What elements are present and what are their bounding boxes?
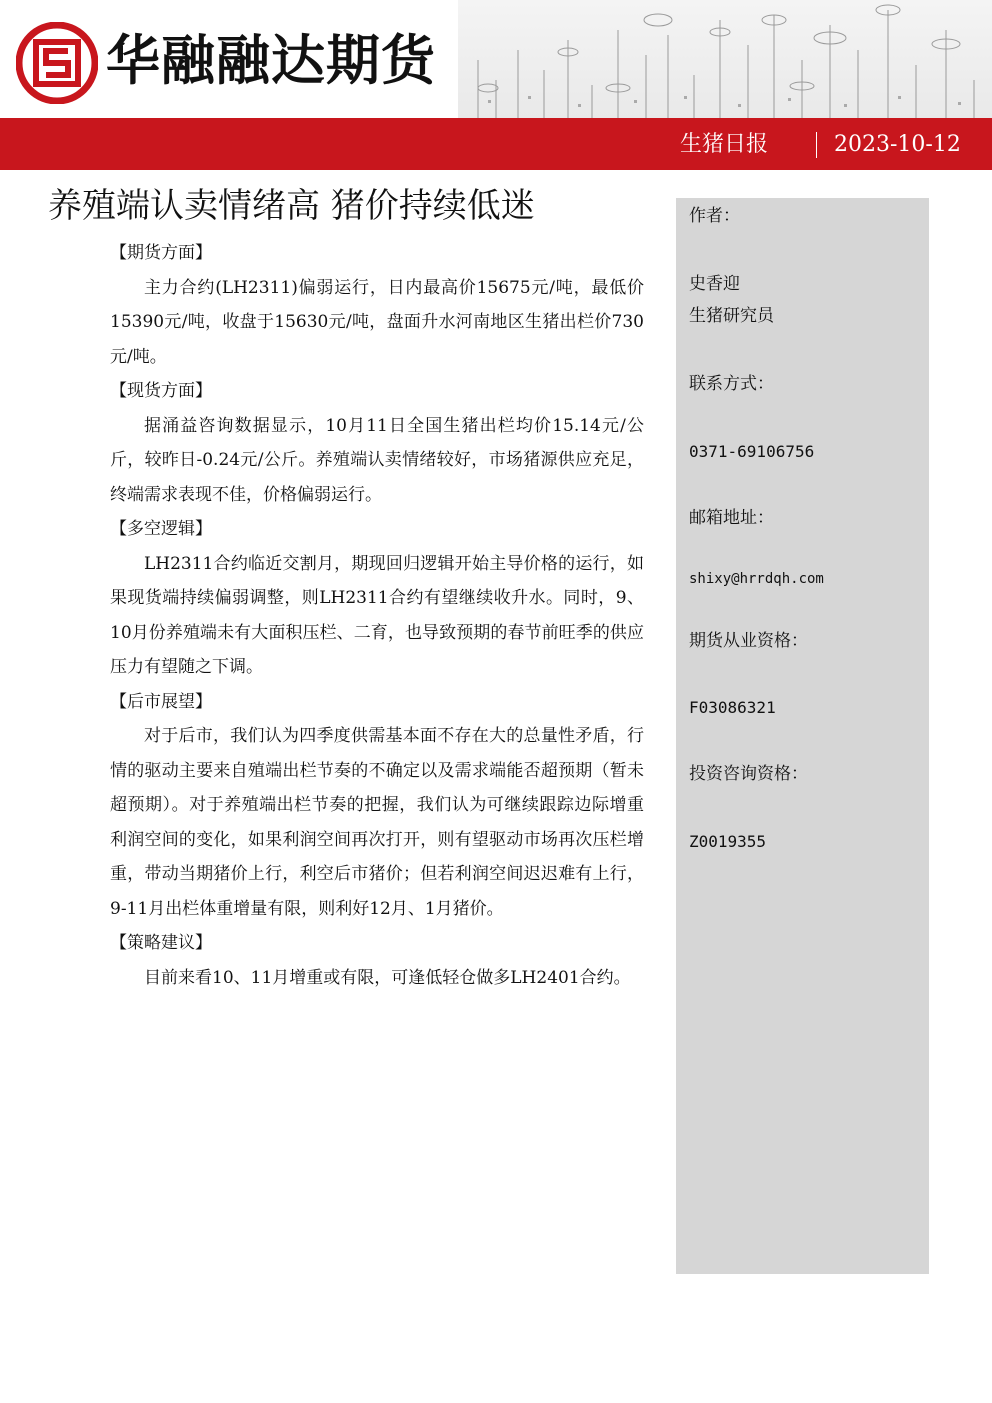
email-link[interactable]: shixy@hrrdqh.com: [689, 571, 824, 587]
section-paragraph: 主力合约(LH2311)偏弱运行，日内最高价15675元/吨，最低价15390元/吨，收盘于15630元/吨，盘面升水河南地区生猪出栏价730元/吨。: [110, 277, 644, 367]
author-sidebar: [676, 198, 929, 1274]
section-futures: [110, 236, 644, 374]
report-date: 2023-10-12: [834, 132, 961, 157]
section-heading: 【现货方面】: [110, 381, 212, 401]
page-title: 养殖端认卖情绪高 猪价持续低迷: [48, 186, 535, 226]
report-type: 生猪日报: [680, 132, 769, 157]
header-divider: [816, 132, 817, 158]
email-label: 邮箱地址：: [689, 508, 774, 528]
header-decoration: [458, 0, 992, 118]
author-title: 生猪研究员: [689, 306, 774, 326]
section-heading: 【期货方面】: [110, 243, 212, 263]
contact-label: 联系方式：: [689, 374, 774, 394]
phone-number: 0371-69106756: [689, 442, 815, 461]
author-name: 史香迎: [689, 274, 740, 294]
section-logic: [110, 512, 644, 685]
section-heading: 【策略建议】: [110, 933, 212, 953]
invest-qual-label: 投资咨询资格：: [689, 764, 808, 784]
section-paragraph: 目前来看10、11月增重或有限，可逢低轻仓做多LH2401合约。: [144, 967, 631, 988]
invest-qual-number: Z0019355: [689, 832, 767, 851]
brand-name: 华融融达期货: [106, 29, 436, 92]
report-body: [110, 236, 644, 995]
section-heading: 【后市展望】: [110, 691, 212, 712]
section-outlook: [110, 685, 644, 927]
section-paragraph: 据涌益咨询数据显示，10月11日全国生猪出栏均价15.14元/公斤，较昨日-0.24元/公斤。养殖端认卖情绪较好，市场猪源供应充足，终端需求表现不佳，价格偏弱运行。: [110, 415, 644, 505]
author-label: 作者：: [689, 206, 740, 226]
futures-qual-label: 期货从业资格：: [689, 631, 808, 651]
section-spot: [110, 374, 644, 512]
section-strategy: [110, 926, 644, 995]
section-paragraph: 对于后市，我们认为四季度供需基本面不存在大的总量性矛盾，行情的驱动主要来自殖端出栏节奏的不确定以及需求端能否超预期（暂未超预期）。对于养殖端出栏节奏的把握，我们认为可继续跟踪边际增重利润空间的变化，如果利润空间再次打开，则有望驱动市场再次压栏增重，带动当期猪价上行，利空后市猪价；但若利润空间迟迟难有上行，9-11月出栏体重增量有限，则利好12月、1月猪价。: [110, 726, 644, 919]
company-logo-icon: [16, 22, 98, 104]
futures-qual-number: F03086321: [689, 698, 776, 717]
section-heading: 【多空逻辑】: [110, 519, 212, 539]
section-paragraph: LH2311合约临近交割月，期现回归逻辑开始主导价格的运行，如果现货端持续偏弱调整，则LH2311合约有望继续收升水。同时，9、10月份养殖端未有大面积压栏、二育，也导致预期的春节前旺季的供应压力有望随之下调。: [110, 553, 644, 677]
